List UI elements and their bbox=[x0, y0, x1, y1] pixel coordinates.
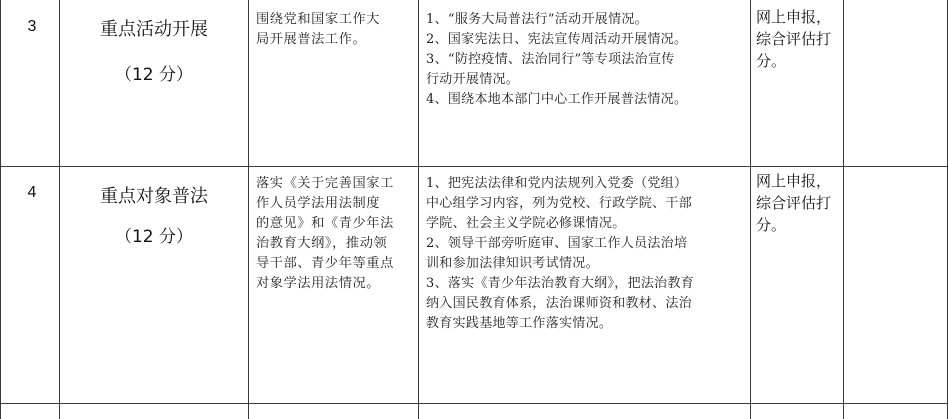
item-goal: 落实《关于完善国家工 作人员学法用法制度 的意见》和《青少年法 治教育大纲》，推动领 导干部、青少年等重点 对象学法用法情况。 bbox=[256, 176, 394, 291]
criterion: 1、把宪法法律和党内法规列入党委（党组） 中心组学习内容，列为党校、行政学院、干部 学院、社会主义学院必修课情况。 bbox=[426, 176, 693, 231]
table-border-left bbox=[0, 0, 1, 419]
column-divider bbox=[750, 0, 751, 419]
column-divider bbox=[248, 0, 249, 419]
item-goal: 围绕党和国家工作大 局开展普法工作。 bbox=[256, 12, 381, 47]
item-title: 重点对象普法 bbox=[100, 186, 208, 207]
assessment-method: 网上申报， 综合评估打 分。 bbox=[756, 172, 832, 234]
row-number: 3 bbox=[27, 18, 37, 35]
assessment-method: 网上申报， 综合评估打 分。 bbox=[756, 8, 832, 70]
item-criteria bbox=[426, 10, 748, 110]
row-number: 4 bbox=[27, 184, 37, 201]
column-divider bbox=[418, 0, 419, 419]
table-border-bottom bbox=[0, 403, 948, 404]
criterion: 4、围绕本地本部门中心工作开展普法情况。 bbox=[426, 92, 688, 107]
row-divider bbox=[0, 166, 948, 167]
item-score: （12 分） bbox=[114, 227, 194, 247]
item-score: （12 分） bbox=[114, 65, 194, 85]
item-criteria bbox=[426, 174, 748, 334]
criterion: 1、“服务大局普法行”活动开展情况。 bbox=[426, 12, 648, 27]
criterion: 3、“防控疫情、法治同行”等专项法治宣传 行动开展情况。 bbox=[426, 52, 675, 87]
criterion: 2、领导干部旁听庭审、国家工作人员法治培 训和参加法律知识考试情况。 bbox=[426, 236, 688, 271]
criterion: 2、国家宪法日、宪法宣传周活动开展情况。 bbox=[426, 32, 688, 47]
criterion: 3、落实《青少年法治教育大纲》，把法治教育 纳入国民教育体系，法治课师资和教材、法治 教育实践基地等工作落实情况。 bbox=[426, 276, 695, 331]
item-title: 重点活动开展 bbox=[100, 19, 208, 40]
